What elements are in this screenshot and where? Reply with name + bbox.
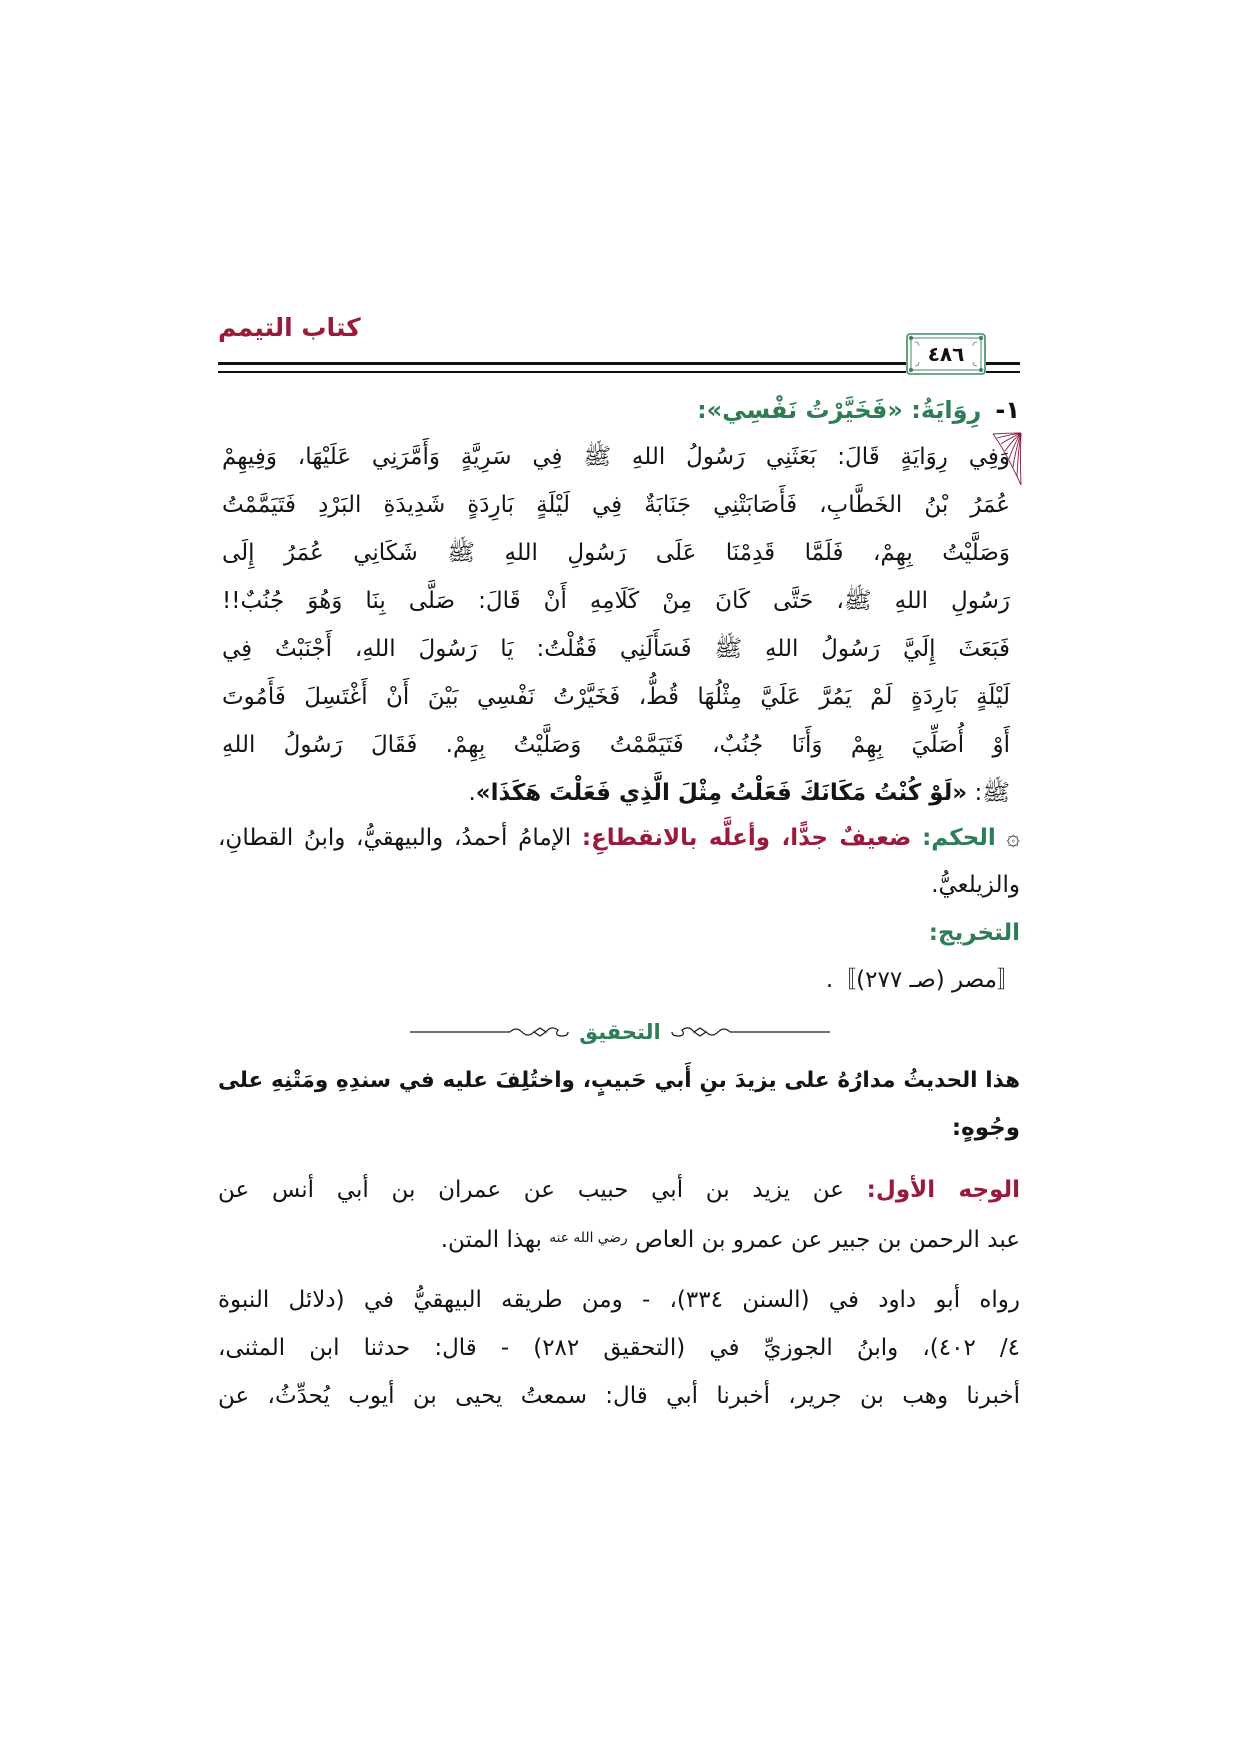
sources-line: أخبرنا وهب بن جرير، أخبرنا أبي قال: سمعتُ يحيى بن أيوب يُحدِّثُ، عن — [218, 1383, 1020, 1409]
narration-line: فَبَعَثَ إِلَيَّ رَسُولُ اللهِ ﷺ فَسَأَلَنِي فَقُلْتُ: يَا رَسُولَ اللهِ، أَجْنَبْتُ فِي — [222, 636, 1010, 662]
narration-line: وَصَلَّيْتُ بِهِمْ، فَلَمَّا قَدِمْنَا عَلَى رَسُولِ اللهِ ﷺ شَكَانِي عُمَرُ إِلَى — [222, 540, 1010, 566]
sources-line: ٤/ ٤٠٢)، وابنُ الجوزيِّ في (التحقيق ٢٨٢) - قال: حدثنا ابن المثنى، — [218, 1335, 1020, 1361]
tahqiq-intro-line: هذا الحديثُ مدارُهُ على يزيدَ بنِ أَبي حَبيبٍ، واختُلِفَ عليه في سندِهِ ومَتْنِهِ على — [218, 1068, 1020, 1093]
narration-line: أَوْ أُصَلِّيَ بِهِمْ وَأَنَا جُنُبٌ، فَتَيَمَّمْتُ وَصَلَّيْتُ بِهِمْ. فَقَالَ رَسُولُ اللهِ — [222, 732, 1010, 758]
section-title: رِوَايَةُ: «فَخَيَّرْتُ نَفْسِي»: — [697, 396, 982, 424]
header-rule-thin — [218, 371, 906, 373]
takhrij-label: التخريج: — [928, 920, 1020, 946]
tahqiq-intro-line: وجُوهٍ: — [951, 1115, 1020, 1141]
section-heading — [218, 388, 1020, 432]
running-header-book-title: كتاب التيمم — [218, 313, 361, 342]
ruling-verdict: ضعيفٌ جدًّا، وأعلَّه بالانقطاعِ: — [581, 825, 912, 851]
tahqiq-heading: التحقيق — [579, 1020, 661, 1044]
narration-line: لَيْلَةٍ بَارِدَةٍ لَمْ يَمُرَّ عَلَيَّ مِثْلُهَا قُطُّ، فَخَيَّرْتُ نَفْسِي بَيْنَ أَنْ أَغْتَسِلَ فَأَمُوتَ — [222, 684, 1010, 710]
first-way-chain-continued: عبد الرحمن بن جبير عن عمرو بن العاص — [627, 1226, 1020, 1253]
takhrij-entry: 〚مصر (صـ ٢٧٧)〛. — [825, 967, 1020, 993]
first-way-line-continued — [218, 1214, 1020, 1262]
ruling-authorities: الإمامُ أحمدُ، والبيهقيُّ، وابنُ القطانِ، — [218, 825, 572, 851]
header-rule-thick-right — [986, 362, 1020, 365]
ruling-line — [218, 814, 1020, 862]
first-way-chain-end: بهذا المتن. — [440, 1226, 550, 1253]
salutation-prefix: ﷺ: — [967, 780, 1010, 806]
line-end-punctuation: . — [468, 780, 476, 806]
narration-line: رَسُولِ اللهِ ﷺ، حَتَّى كَانَ مِنْ كَلَامِهِ أَنْ قَالَ: صَلَّى بِنَا وَهُوَ جُنُبٌ!! — [222, 588, 1010, 614]
prophetic-quote: «لَوْ كُنْتُ مَكَانَكَ فَعَلْتُ مِثْلَ الَّذِي فَعَلْتَ هَكَذَا» — [475, 780, 968, 806]
page-number-frame — [906, 333, 986, 375]
sources-line: رواه أبو داود في (السنن ٣٣٤)، - ومن طريقه البيهقيُّ في (دلائل النبوة — [218, 1287, 1020, 1313]
first-way-chain: عن يزيد بن أبي حبيب عن عمران بن أبي أنس عن — [218, 1177, 844, 1203]
ornament-star-icon: ۞ — [1006, 825, 1020, 851]
header-rule-thick — [218, 362, 906, 365]
first-way-label: الوجه الأول: — [866, 1177, 1021, 1203]
narration-line: وَفِي رِوَايَةٍ قَالَ: بَعَثَنِي رَسُولُ اللهِ ﷺ فِي سَرِيَّةٍ وَأَمَّرَنِي عَلَيْهَا، وَفِيهِمْ — [222, 444, 1010, 470]
narration-last-line — [222, 769, 1010, 817]
honorific-ligature: رضي الله عنه — [549, 1230, 628, 1246]
ruling-label: الحكم: — [922, 825, 996, 851]
section-number: ١- — [995, 396, 1020, 424]
narration-line: عُمَرُ بْنُ الخَطَّابِ، فَأَصَابَتْنِي جَنَابَةٌ فِي لَيْلَةٍ بَارِدَةٍ شَدِيدَةِ البَرْدِ فَتَيَمَّمْتُ — [222, 492, 1010, 518]
tahqiq-divider — [410, 1018, 830, 1046]
first-way-line — [218, 1166, 1020, 1214]
page-number: ٤٨٦ — [927, 342, 965, 366]
header-rule-thin-right — [986, 371, 1020, 373]
ruling-authorities-continued: والزيلعيُّ. — [931, 872, 1020, 898]
